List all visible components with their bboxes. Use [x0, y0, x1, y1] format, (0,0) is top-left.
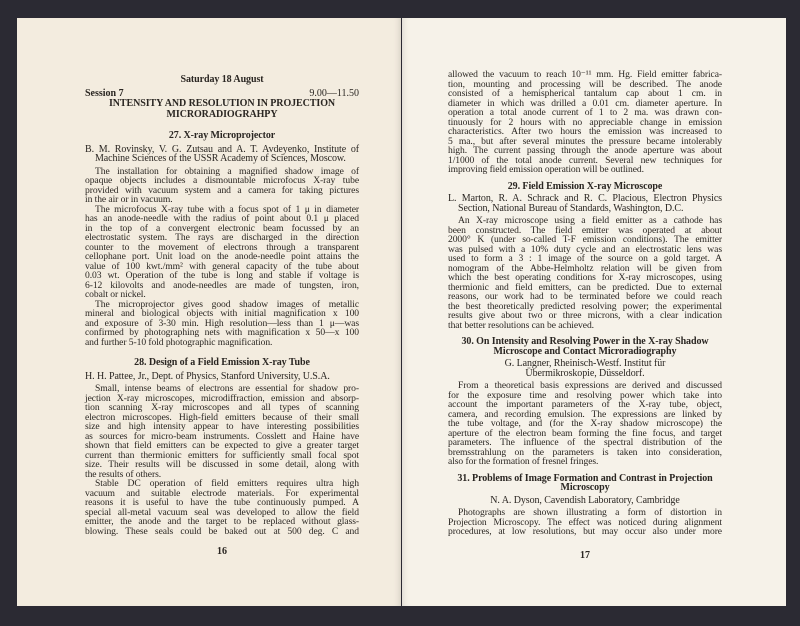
text-line: cellophane port. Unit load on the anode-needle point attains the [85, 251, 359, 262]
text-line: tion scanning X-ray microscopes and all types of scanning [85, 402, 359, 413]
session-time: 9.00—11.50 [309, 87, 359, 99]
text-line: B. M. Rovinsky, V. G. Zutsau and A. T. Avdeyenko, Institute of [85, 143, 359, 155]
text-line: 2000° K (under so-called T-F emission conditions). The emitter [448, 234, 722, 245]
text-line: Small, intense beams of electrons are essential for shadow pro- [95, 383, 359, 394]
text-line: 27. X-ray Microprojector [168, 130, 276, 141]
text-line: nomogram of the Abbe-Helmholtz relation will be given from [448, 262, 722, 274]
text-line: and exposure of 3-30 min. High resolution—less than 1 μ—was [85, 317, 359, 329]
abstract-heading [85, 358, 359, 368]
text-line: allowed the vacuum to reach 10⁻¹¹ mm. Hg. Field emitter fabrica- [448, 69, 722, 80]
author-affiliation [448, 194, 722, 213]
text-line: camera, and recording emulsion. The expressions are linked by [448, 408, 722, 420]
text-line: mineral and biological objects with initial magnification x 100 [85, 308, 359, 319]
text-line: 0.03 wt. Operation of the tube is long and stable if voltage is [85, 270, 359, 281]
text-line: procedures, at low resolutions, but may occur also under more [448, 526, 722, 537]
right-page-text [448, 70, 722, 537]
text-line: been constructed. The field emitter was operated at about [448, 224, 722, 236]
text-line: Übermikroskopie, Düsseldorf. [525, 367, 645, 379]
text-line: diameter in which was drilled a 0.01 cm. diameter aperture. In [448, 97, 722, 109]
text-line: The microprojector gives good shadow images of metallic [95, 298, 359, 310]
text-line: which the best operating conditions for X-ray microscopes, using [448, 272, 722, 283]
paragraph [85, 300, 359, 348]
text-line: high. The current passing through the anode aperture was about [448, 145, 722, 156]
session-line [85, 89, 359, 99]
text-line: An X-ray microscope using a field emitter as a cathode has [458, 215, 722, 226]
title-line: INTENSITY AND RESOLUTION IN PROJECTION [108, 98, 336, 109]
text-line: electrostatic system. The rays are discharged in the direction [85, 232, 359, 243]
text-line: for the exposure time and resolving power which take into [448, 389, 722, 401]
text-line: size and high intensity appear to have interesting possibilities [85, 421, 359, 432]
text-line: has an anode-needle with the radius of point about 0.1 μ placed [85, 213, 359, 224]
text-line: counter to the movement of electrons through a transparent [85, 241, 359, 253]
left-page-text [85, 71, 359, 536]
paragraph [85, 479, 359, 536]
paragraph [448, 70, 722, 175]
text-line: G. Langner, Rheinisch-Westf. Institut für [504, 358, 666, 369]
text-line: improving field emission operation will be outlined. [448, 164, 644, 175]
right-page [402, 18, 786, 606]
text-line: Machine Sciences of the USSR Academy of Sciences, Moscow. [95, 153, 346, 164]
abstract-heading [448, 337, 722, 356]
text-line: results give about two or three microns, with a clear indication [448, 310, 722, 321]
text-line: used to form a 3 : 1 image of the source on a gold target. A [448, 253, 722, 264]
text-line: Projection Microscopy. The effect was noticed during alignment [448, 516, 722, 528]
text-line: 31. Problems of Image Formation and Contrast in Projection [457, 472, 713, 484]
text-line: the results of others. [85, 468, 162, 480]
text-line: tion, mounting and processing will be described. The anode [448, 78, 722, 90]
text-line: characteristics. After two hours the emission was increased to [448, 126, 722, 137]
author-affiliation [448, 359, 722, 378]
text-line: also for the formation of fresnel fringes. [448, 456, 599, 467]
paragraph [448, 508, 722, 537]
right-blocks [448, 70, 722, 537]
text-line: From a theoretical basis expressions are derived and discussed [458, 380, 722, 391]
text-line: vacuum and suitable electrode materials. For experimental [85, 487, 359, 499]
text-line: electron microscopes. High-field emitters because of their small [85, 411, 359, 423]
paragraph [85, 167, 359, 205]
text-line: aperture of the electron beam forming the fine focus, and target [448, 427, 722, 439]
date-text: Saturday 18 August [180, 74, 264, 85]
text-line: confirmed by photographing nets with magnification x 50—x 100 [85, 327, 359, 338]
author-affiliation [85, 145, 359, 164]
session-label: Session 7 [85, 87, 124, 99]
text-line: in the top of a convergent electronic beam focussed by an [85, 222, 359, 234]
author-affiliation [448, 496, 722, 506]
left-blocks [85, 131, 359, 536]
paragraph [85, 384, 359, 479]
text-line: value of 100 kwt./mm² with general capacity of the tube about [85, 260, 359, 272]
text-line: size. Their results will be discussed in some detail, along with [85, 459, 359, 470]
text-line: tinuously for 2 hours with no appreciable change in emission [448, 116, 722, 128]
abstract-heading [448, 474, 722, 493]
text-line: jection X-ray microscopes, microdiffraction, emission and absorp- [85, 392, 359, 404]
text-line: the best theoretically predicted resolving power; the experimental [448, 300, 722, 312]
page-number: 16 [217, 546, 227, 557]
text-line: that better resolutions can be achieved. [448, 319, 594, 331]
text-line: 29. Field Emission X-ray Microscope [507, 180, 663, 192]
text-line: Stable DC operation of field emitters requires ultra high [95, 478, 359, 489]
text-line: Microscope and Contact Microradiography [493, 345, 677, 357]
text-line: The microfocus X-ray tube with a focus spot of 1 μ in diameter [95, 203, 359, 215]
text-line: 1/1000 of the total anode current. Several new techniques for [448, 154, 722, 166]
text-line: consisted of a hemispherical tantalum cap about 1 cm. in [448, 88, 722, 99]
author-affiliation [85, 372, 359, 382]
text-line: 6-12 kilovolts and anode-needles are made of tungsten, iron, [85, 279, 359, 291]
text-line: L. Marton, R. A. Schrack and R. C. Placious, Electron Physics [448, 193, 722, 204]
text-line: opaque objects includes a dismountable microfocus X-ray tube [85, 175, 359, 186]
text-line: cobalt or nickel. [85, 289, 146, 300]
text-line: as sources for micro-beam instruments. Cosslett and Haine have [85, 430, 359, 442]
text-line: 28. Design of a Field Emission X-ray Tube [134, 357, 310, 368]
text-line: and further 5-10 fold photographic magnification. [85, 336, 273, 348]
text-line: account the important parameters of the X-ray tube, object, [448, 399, 722, 410]
text-line: reasons it is useful to have the tube continuously pumped. A [85, 497, 359, 508]
text-line: reasons, our work had to be terminated before we could reach [448, 291, 722, 302]
page-number: 17 [580, 550, 590, 561]
text-line: blowing. These seals could be baked out at 500 deg. C and [85, 525, 359, 537]
paragraph [448, 216, 722, 330]
text-line: the tube voltage, and (for the X-ray shadow microscope) the [448, 418, 722, 429]
text-line: provided with vacuum system and a camera for taking pictures [85, 184, 359, 196]
text-line: operation a total anode current of 1 to 2 ma. was drawn con- [448, 107, 722, 118]
title-line: MICRORADIOGRAHPY [166, 109, 278, 120]
text-line: bremsstrahlung on the parameters is taken into consideration, [448, 446, 722, 458]
text-line: 5 ma., but after several minutes the pressure became intolerably [448, 135, 722, 147]
text-line: N. A. Dyson, Cavendish Laboratory, Cambridge [490, 494, 680, 506]
text-line: parameters. The influence of the spectral distribution of the [448, 437, 722, 448]
abstract-heading [448, 182, 722, 192]
text-line: shown that field emitters can be expected to give a greater target [85, 440, 359, 451]
text-line: Photographs are shown illustrating a form of distortion in [458, 507, 722, 518]
paragraph [85, 205, 359, 300]
text-line: emitter, the anode and the target to be replaced without glass- [85, 516, 359, 527]
text-line: in the air or in vacuum. [85, 194, 173, 205]
text-line: Microscopy [560, 482, 610, 493]
text-line: current than thermionic emitters for sufficiently small focal spot [85, 449, 359, 461]
text-line: 30. On Intensity and Resolving Power in the X-ray Shadow [461, 336, 709, 347]
abstract-heading [85, 131, 359, 141]
text-line: was pulsed with a 10% duty cycle and an electrostatic lens was [448, 243, 722, 255]
text-line: H. H. Pattee, Jr., Dept. of Physics, Stanford University, U.S.A. [85, 370, 330, 382]
session-date [85, 75, 359, 85]
text-line: The installation for obtaining a magnified shadow image of [95, 165, 359, 177]
text-line: Section, National Bureau of Standards, Washington, D.C. [458, 202, 684, 214]
paragraph [448, 381, 722, 467]
left-page [17, 18, 401, 606]
text-line: thermionic and field emitters, can be predicted. Due to external [448, 281, 722, 293]
text-line: special all-metal vacuum seal was developed to allow the field [85, 506, 359, 518]
section-title [85, 98, 359, 120]
